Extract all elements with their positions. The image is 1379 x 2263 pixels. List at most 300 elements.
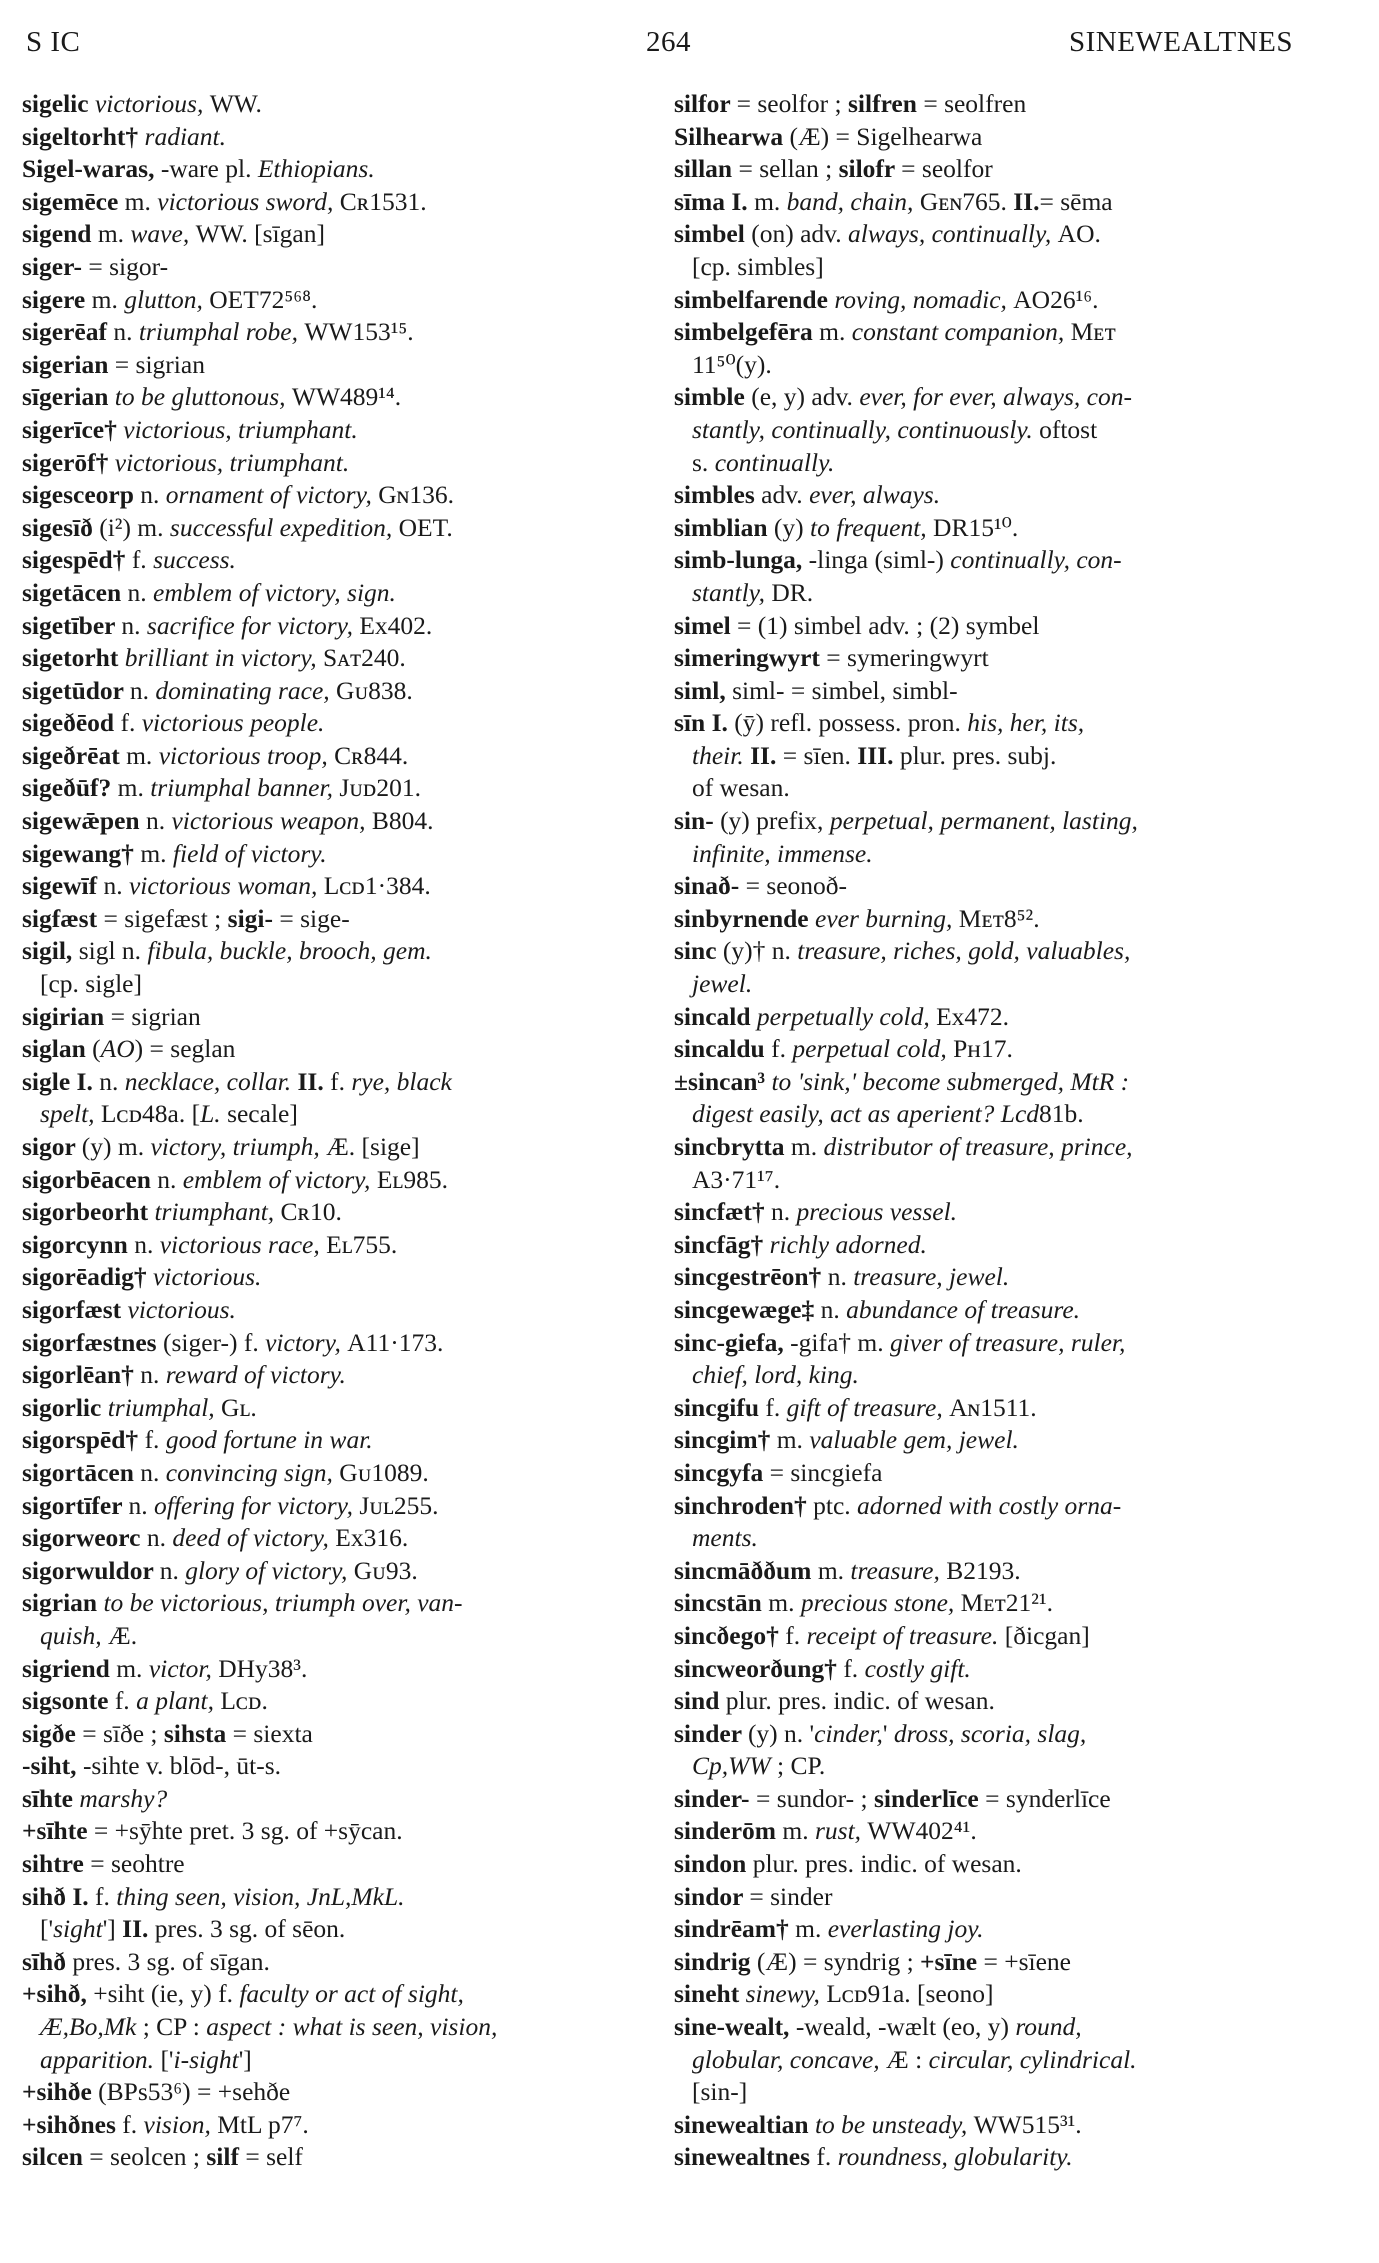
grammar-text: m. (776, 1425, 810, 1455)
grammar-text: = sīðe ; (82, 1718, 164, 1748)
grammar-text: 81b. (1039, 1099, 1084, 1129)
grammar-text: OET72⁵⁶⁸. (209, 284, 318, 314)
grammar-text: A3·71¹⁷. (692, 1164, 781, 1194)
dictionary-entry-line (674, 186, 1304, 219)
grammar-text: ( (92, 1034, 101, 1064)
definition-text: deed of victory, (172, 1523, 336, 1553)
definition-text: perpetual, permanent, lasting, (829, 806, 1138, 836)
definition-text: good fortune in war. (165, 1425, 373, 1455)
headword: sigi- (227, 903, 280, 933)
dictionary-entry-line (22, 1978, 652, 2011)
grammar-text: = sīen. (782, 740, 858, 770)
headword: sigorwuldor (22, 1555, 160, 1585)
grammar-text: n. (145, 806, 172, 836)
definition-text: victorious sword, (157, 186, 340, 216)
headword: ±sincan³ (674, 1066, 772, 1096)
headword: sigriend (22, 1653, 117, 1683)
grammar-text: f. (122, 2109, 144, 2139)
grammar-text: secale] (220, 1099, 298, 1129)
definition-text: always, continually, (848, 219, 1058, 249)
headword: sīhð (22, 1946, 73, 1976)
grammar-text: Eʟ985. (376, 1164, 448, 1194)
definition-text: a plant, (136, 1686, 221, 1716)
headword: simbles (674, 480, 762, 510)
headword: sigorfæst (22, 1294, 128, 1324)
definition-text: success. (153, 545, 236, 575)
dictionary-entry-line (674, 1653, 1304, 1686)
running-head-left: S IC (26, 26, 81, 58)
headword: sigewīf (22, 871, 104, 901)
definition-text: ever burning, (815, 903, 959, 933)
headword: sihsta (163, 1718, 233, 1748)
grammar-text: = sincgiefa (769, 1457, 883, 1487)
grammar-text: Lᴄᴅ91a. [seono] (826, 1979, 994, 2009)
definition-text: triumphal robe, (138, 317, 305, 347)
headword: +sīne (920, 1946, 984, 1976)
definition-text: to be gluttonous, (114, 382, 292, 412)
headword: sincfāg† (674, 1229, 770, 1259)
dictionary-entry-line (674, 1783, 1304, 1816)
definition-text: abundance of treasure. (846, 1294, 1081, 1324)
grammar-text: ' (882, 1718, 894, 1748)
grammar-text: (siger-) f. (162, 1327, 266, 1357)
headword: sigerian (22, 349, 115, 379)
dictionary-entry-line (22, 1653, 652, 1686)
dictionary-entry-line (674, 284, 1304, 317)
grammar-text: f. (771, 1034, 793, 1064)
headword: siglan (22, 1034, 93, 1064)
dictionary-entry-line (674, 1196, 1304, 1229)
headword: sinað- (674, 871, 746, 901)
headword: silfren (847, 89, 924, 118)
grammar-text: Mᴇᴛ8⁵². (958, 903, 1040, 933)
grammar-text: Lᴄᴅ1·384. (323, 871, 431, 901)
definition-text: dross, scoria, slag, (893, 1718, 1087, 1748)
definition-text: continually. (714, 447, 835, 477)
grammar-text: n. (140, 1360, 166, 1390)
grammar-text: Ex402. (359, 610, 433, 640)
dictionary-entry-line (22, 544, 652, 577)
definition-text: precious vessel. (796, 1197, 958, 1227)
right-column (674, 88, 1304, 2174)
definition-text: glory of victory, (185, 1555, 354, 1585)
headword: silcen (22, 2142, 90, 2172)
definition-text: victorious, triumphant. (114, 447, 350, 477)
headword: sine-wealt, (674, 2012, 796, 2042)
headword: sigorweorc (22, 1523, 147, 1553)
grammar-text: Cʀ10. (280, 1197, 342, 1227)
grammar-text: m. (817, 1555, 851, 1585)
entry-continuation-line (674, 1359, 1304, 1392)
headword: sigfæst (22, 903, 104, 933)
headword: sincmāððum (674, 1555, 818, 1585)
grammar-text: ptc. (813, 1490, 858, 1520)
definition-text: reward of victory. (165, 1360, 346, 1390)
dictionary-entry-line (674, 707, 1304, 740)
dictionary-entry-line (22, 1392, 652, 1425)
grammar-text: -ware pl. (160, 154, 258, 184)
dictionary-entry-line (22, 153, 652, 186)
headword: sincgewæge‡ (674, 1294, 821, 1324)
dictionary-entry-line (22, 1294, 652, 1327)
dictionary-entry-line (674, 1946, 1304, 1979)
headword: sinderlīce (873, 1783, 986, 1813)
headword: sigesceorp (22, 480, 141, 510)
dictionary-entry-line (22, 1555, 652, 1588)
definition-text: cinder, (814, 1718, 883, 1748)
entry-continuation-line (674, 1750, 1304, 1783)
definition-text: emblem of victory, (182, 1164, 377, 1194)
grammar-text: Æ. (108, 1620, 138, 1650)
dictionary-entry-line (22, 1066, 652, 1099)
dictionary-entry-line (674, 2141, 1304, 2174)
grammar-text: (ȳ) refl. possess. pron. (734, 708, 968, 738)
dictionary-entry-line (674, 544, 1304, 577)
headword: +sihðnes (22, 2109, 123, 2139)
grammar-text: m. (117, 773, 151, 803)
grammar-text: n. (113, 317, 139, 347)
grammar-text: Mᴇᴛ (1070, 317, 1116, 347)
grammar-text: n. (771, 1197, 797, 1227)
definition-text: giver of treasure, ruler, (890, 1327, 1126, 1357)
grammar-text: AO. (1057, 219, 1101, 249)
grammar-text: WW489¹⁴. (291, 382, 402, 412)
definition-text: gift of treasure, (786, 1392, 950, 1422)
definition-text: globular, concave, (692, 2044, 887, 2074)
grammar-text: Gᴜ93. (353, 1555, 418, 1585)
grammar-text: = (1) simbel adv. ; (2) symbel (737, 610, 1040, 640)
definition-text: continually, con- (950, 545, 1122, 575)
headword: +sihðe (22, 2077, 99, 2107)
grammar-text: AO26¹⁶. (1013, 284, 1099, 314)
headword: Silhearwa (674, 121, 790, 151)
headword: sigerēaf (22, 317, 114, 347)
headword: simble (674, 382, 752, 412)
dictionary-entry-line (674, 479, 1304, 512)
grammar-text: = synderlīce (985, 1783, 1111, 1813)
definition-text: ornament of victory, (165, 480, 379, 510)
headword: sigewǣpen (22, 806, 146, 836)
definition-text: constant companion, (851, 317, 1071, 347)
dictionary-entry-line (22, 381, 652, 414)
dictionary-entry-line (674, 1555, 1304, 1588)
grammar-text: [cp. simbles] (692, 251, 824, 281)
grammar-text: Lᴄᴅ48a. [ (100, 1099, 201, 1129)
definition-text: convincing sign, (165, 1457, 340, 1487)
headword: sigor (22, 1132, 82, 1161)
definition-text: Cp,WW (692, 1751, 771, 1781)
dictionary-entry-line (674, 1587, 1304, 1620)
headword: sinc-giefa, (674, 1327, 791, 1357)
grammar-text: Jᴜᴅ201. (339, 773, 421, 803)
definition-text: brilliant in victory, (124, 643, 324, 673)
definition-text: rye, black (351, 1066, 452, 1096)
grammar-text: f. (330, 1066, 352, 1096)
headword: sigerōf† (22, 447, 115, 477)
grammar-text: (on) adv. (751, 219, 848, 249)
dictionary-entry-line (674, 512, 1304, 545)
grammar-text: m. (126, 740, 159, 770)
dictionary-entry-line (22, 1229, 652, 1262)
definition-text: roving, nomadic, (834, 284, 1014, 314)
definition-text: to be unsteady, (814, 2109, 974, 2139)
grammar-text: (y) n. ' (747, 1718, 815, 1748)
grammar-text: m. (790, 1132, 824, 1161)
entry-continuation-line (674, 447, 1304, 480)
grammar-text: = symeringwyrt (826, 643, 989, 673)
definition-text: victorious. (127, 1294, 236, 1324)
entry-continuation-line (674, 349, 1304, 382)
definition-text: to be victorious, triumph over, van- (103, 1588, 463, 1618)
grammar-text: = sigrian (110, 1001, 201, 1031)
definition-text: faculty or act of sight, (239, 1979, 464, 2009)
dictionary-entry-line (22, 642, 652, 675)
grammar-text: Gɴ136. (378, 480, 454, 510)
dictionary-entry-line (674, 316, 1304, 349)
definition-text: valuable gem, jewel. (809, 1425, 1019, 1455)
dictionary-entry-line (674, 1229, 1304, 1262)
definition-text: to 'sink,' become submerged, MtR : (771, 1066, 1130, 1096)
dictionary-entry-line (674, 1424, 1304, 1457)
grammar-text: Sᴀᴛ240. (323, 643, 406, 673)
entry-continuation-line (674, 740, 1304, 773)
definition-text: victorious. (153, 1262, 262, 1292)
grammar-text: +siht (ie, y) f. (93, 1979, 240, 2009)
definition-text: digest easily, act as aperient? Lcd (692, 1099, 1040, 1129)
grammar-text: adv. (761, 480, 810, 510)
page-number: 264 (646, 26, 691, 58)
dictionary-entry-line (674, 121, 1304, 154)
headword: +sihð, (22, 1979, 94, 2009)
grammar-text: Æ. [sige] (326, 1132, 420, 1161)
definition-text: roundness, globularity. (837, 2142, 1073, 2172)
grammar-text: = seolcen ; (89, 2142, 207, 2172)
grammar-text: Cʀ1531. (339, 186, 427, 216)
definition-text: victory, triumph, (150, 1132, 327, 1161)
grammar-text: n. (99, 1066, 125, 1096)
dictionary-entry-line (22, 1522, 652, 1555)
definition-text: victorious weapon, (171, 806, 372, 836)
headword: sigeðūf? (22, 773, 118, 803)
grammar-text: Gʟ. (221, 1392, 257, 1422)
dictionary-entry-line (22, 1359, 652, 1392)
dictionary-entry-line (22, 121, 652, 154)
definition-text: his, her, its, (967, 708, 1085, 738)
headword: sigrian (22, 1588, 104, 1618)
definition-text: treasure, riches, gold, valuables, (797, 936, 1131, 966)
entry-continuation-line (674, 251, 1304, 284)
headword: sigespēd† (22, 545, 132, 575)
dictionary-entry-line (22, 1033, 652, 1066)
headword: -siht, (22, 1751, 83, 1781)
entry-continuation-line (674, 1098, 1304, 1131)
grammar-text: = self (245, 2142, 303, 2172)
dictionary-entry-line (22, 577, 652, 610)
entry-continuation-line (674, 2076, 1304, 2109)
dictionary-entry-line (674, 935, 1304, 968)
definition-text: victor, (148, 1653, 219, 1683)
grammar-text: ) = seglan (134, 1034, 236, 1064)
entry-continuation-line (674, 1522, 1304, 1555)
grammar-text: (BPs53⁶) = +sehðe (98, 2077, 291, 2107)
grammar-text: f. (120, 708, 142, 738)
grammar-text: pres. 3 sg. of sēon. (154, 1914, 346, 1944)
headword: sigorfæstnes (22, 1327, 163, 1357)
dictionary-entry-line (22, 935, 652, 968)
grammar-text: m. (116, 1653, 149, 1683)
dictionary-entry-line (22, 186, 652, 219)
dictionary-entry-line (22, 772, 652, 805)
entry-continuation-line (22, 2011, 652, 2044)
grammar-text: m. (97, 219, 131, 249)
headword: sindor (674, 1881, 750, 1911)
dictionary-entry-line (674, 870, 1304, 903)
running-head-right: SINEWEALTNES (1068, 26, 1293, 58)
dictionary-entry-line (22, 2109, 652, 2142)
grammar-text: ; CP. (770, 1751, 826, 1781)
headword: sigorspēd† (22, 1425, 145, 1455)
definition-text: to frequent, (810, 512, 934, 542)
headword: sigelic (22, 89, 95, 118)
dictionary-entry-line (22, 1457, 652, 1490)
dictionary-entry-line (674, 381, 1304, 414)
definition-text: triumphal banner, (150, 773, 340, 803)
dictionary-entry-line (22, 1196, 652, 1229)
dictionary-entry-line (22, 479, 652, 512)
grammar-text: n. (134, 1229, 160, 1259)
headword: siger- (22, 251, 89, 281)
grammar-text: Ex316. (335, 1523, 409, 1553)
dictionary-entry-line (22, 1164, 652, 1197)
definition-text: radiant. (144, 121, 226, 151)
dictionary-entry-line (22, 1718, 652, 1751)
grammar-text: plur. pres. indic. of wesan. (752, 1849, 1022, 1879)
grammar-text: (y)† n. (722, 936, 798, 966)
definition-text: chief, lord, king. (692, 1360, 859, 1390)
headword: sincbrytta (674, 1132, 791, 1161)
headword: sinewealtnes (674, 2142, 817, 2172)
dictionary-entry-line (22, 903, 652, 936)
definition-text: successful expedition, (169, 512, 399, 542)
grammar-text: = sinder (749, 1881, 833, 1911)
headword: simel (674, 610, 738, 640)
definition-text: sacrifice for victory, (146, 610, 360, 640)
grammar-text: DR15¹⁰. (933, 512, 1019, 542)
headword: sigsonte (22, 1686, 115, 1716)
definition-text: dominating race, (155, 675, 337, 705)
dictionary-entry-line (22, 251, 652, 284)
headword: sīn I. (674, 708, 735, 738)
headword: sigortīfer (22, 1490, 129, 1520)
dictionary-entry-line (22, 316, 652, 349)
definition-text: stantly, (692, 577, 772, 607)
definition-text: i-sight (173, 2044, 239, 2074)
grammar-text: (e, y) adv. (751, 382, 860, 412)
headword: siml, (674, 675, 733, 705)
grammar-text: B804. (371, 806, 434, 836)
definition-text: round, (1015, 2012, 1082, 2042)
headword: sihð I. (22, 1881, 95, 1911)
headword: sinewealtian (674, 2109, 815, 2139)
grammar-text: = sige- (279, 903, 350, 933)
grammar-text: WW515³¹. (973, 2109, 1082, 2139)
definition-text: circular, cylindrical. (928, 2044, 1137, 2074)
definition-text: ments. (692, 1523, 758, 1553)
dictionary-entry-line (674, 1620, 1304, 1653)
headword: III. (857, 740, 900, 770)
definition-text: victorious troop, (158, 740, 335, 770)
grammar-text: Ex472. (936, 1001, 1010, 1031)
grammar-text: (y) prefix, (720, 806, 830, 836)
headword: simbelgefēra (674, 317, 820, 347)
grammar-text: Gᴜ1089. (339, 1457, 429, 1487)
headword: sincgifu (674, 1392, 766, 1422)
headword: +sīhte (22, 1816, 94, 1846)
headword: II. (1013, 186, 1040, 216)
headword: sineht (674, 1979, 746, 2009)
dictionary-entry-line (22, 2141, 652, 2174)
grammar-text: siml- = simbel, simbl- (732, 675, 958, 705)
definition-text: stantly, continually, continuously. (692, 414, 1033, 444)
headword: sinderōm (674, 1816, 783, 1846)
grammar-text: = seolfor ; (736, 89, 848, 118)
grammar-text: s. (692, 447, 715, 477)
headword: sigeðrēat (22, 740, 127, 770)
definition-text: treasure, (850, 1555, 947, 1585)
grammar-text: -weald, -wælt (eo, y) (795, 2012, 1016, 2042)
dictionary-entry-line (674, 88, 1304, 121)
definition-text: Æ,Bo,Mk (40, 2012, 137, 2042)
grammar-text: m. (140, 838, 173, 868)
headword: sigil, (22, 936, 79, 966)
dictionary-entry-line (674, 1392, 1304, 1425)
headword: sīhte (22, 1783, 80, 1813)
definition-text: victorious, triumphant. (123, 414, 358, 444)
grammar-text: f. (765, 1392, 787, 1422)
headword: II. (297, 1066, 331, 1096)
dictionary-entry-line (674, 218, 1304, 251)
grammar-text: n. (129, 675, 156, 705)
definition-text: receipt of treasure. (806, 1620, 999, 1650)
grammar-text: Cʀ844. (334, 740, 409, 770)
headword: sin- (674, 806, 721, 836)
definition-text: costly gift. (864, 1653, 971, 1683)
dictionary-entry-line (22, 1261, 652, 1294)
grammar-text: [sin-] (692, 2077, 748, 2107)
grammar-text: m. (91, 284, 125, 314)
definition-text: their. (692, 740, 744, 770)
definition-text: jewel. (692, 969, 753, 999)
grammar-text: -linga (siml-) (808, 545, 951, 575)
grammar-text: [cp. sigle] (40, 969, 142, 999)
entry-continuation-line (22, 1620, 652, 1653)
grammar-text: = seolfren (923, 89, 1027, 118)
grammar-text: m. (795, 1914, 828, 1944)
grammar-text: B2193. (946, 1555, 1021, 1585)
definition-text: victory, (265, 1327, 348, 1357)
grammar-text: pres. 3 sg. of sīgan. (72, 1946, 270, 1976)
definition-text: adorned with costly orna- (857, 1490, 1122, 1520)
definition-text: thing seen, vision, JnL,MkL. (116, 1881, 405, 1911)
definition-text: spelt, (40, 1099, 101, 1129)
grammar-text: n. (127, 577, 154, 607)
dictionary-entry-line (22, 1946, 652, 1979)
definition-text: infinite, immense. (692, 838, 873, 868)
headword: sigle I. (22, 1066, 100, 1096)
dictionary-entry-line (22, 805, 652, 838)
definition-text: apparition. (40, 2044, 155, 2074)
headword: sigeltorht† (22, 121, 145, 151)
